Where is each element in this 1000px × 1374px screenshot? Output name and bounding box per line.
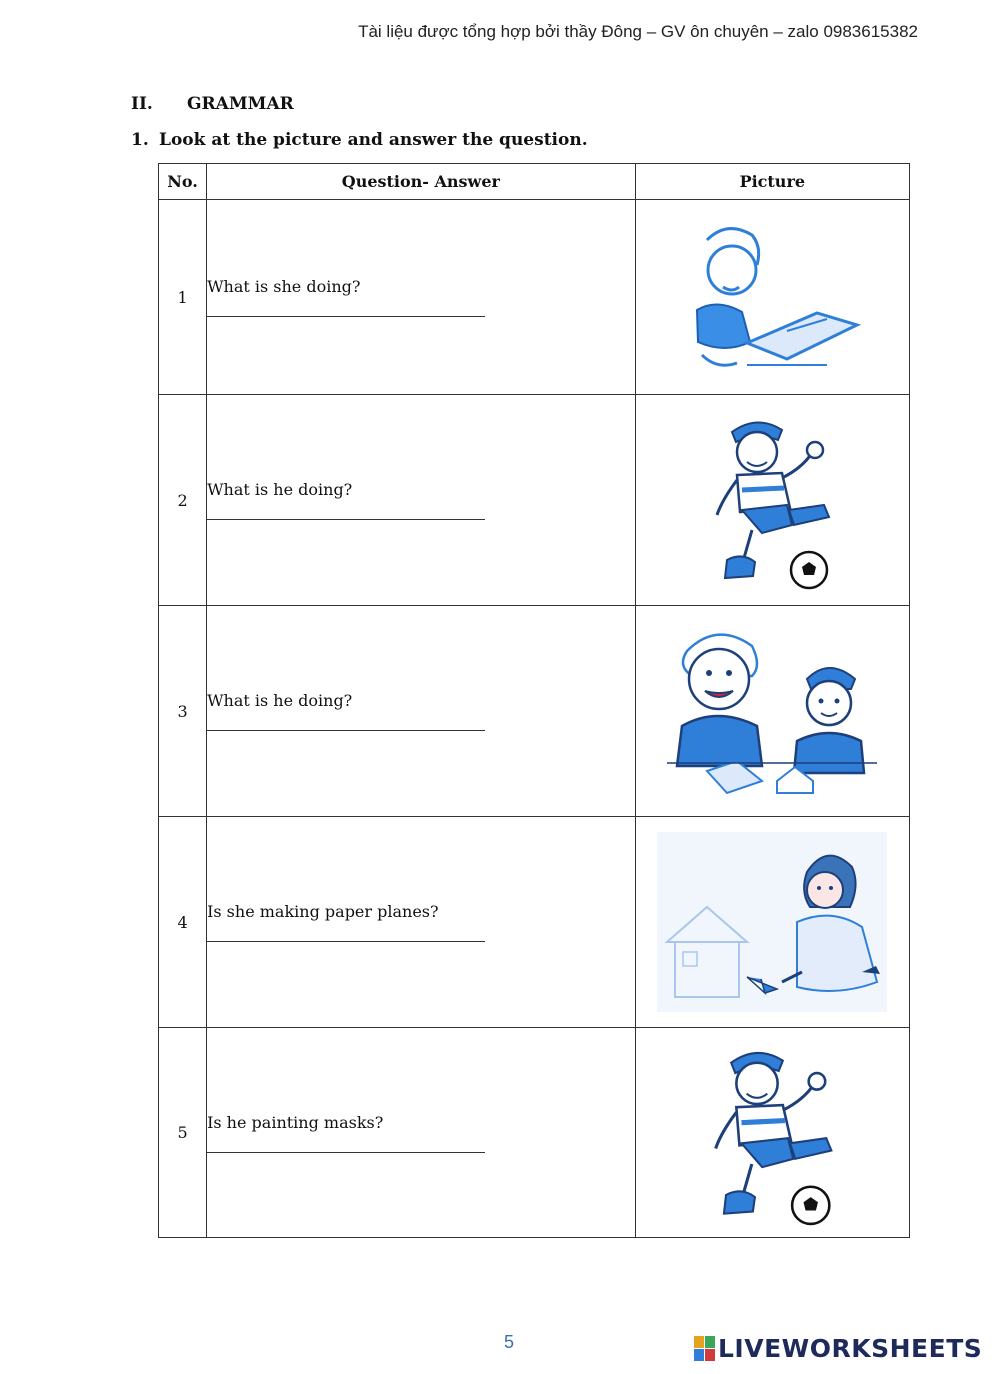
boys-making-paper-houses-icon: [667, 621, 877, 801]
table-row: [159, 606, 910, 817]
question-table: [158, 163, 910, 1238]
liveworksheets-icon: [694, 1336, 715, 1361]
answer-line[interactable]: [207, 1136, 485, 1153]
picture-cell: [635, 395, 909, 606]
section-title: [131, 94, 294, 114]
header-no: No.: [159, 164, 207, 200]
row-number: 1: [159, 200, 207, 395]
boy-playing-football-icon: [697, 410, 847, 590]
picture-cell: [635, 606, 909, 817]
answer-line[interactable]: [207, 300, 485, 317]
header-picture: Picture: [635, 164, 909, 200]
row-number: 5: [159, 1028, 207, 1238]
table-header-row: [159, 164, 910, 200]
picture-cell: [635, 1028, 909, 1238]
table-row: [159, 395, 910, 606]
answer-line[interactable]: [207, 925, 485, 942]
qa-cell: [207, 606, 636, 817]
qa-cell: [207, 1028, 636, 1238]
table-row: [159, 200, 910, 395]
question-text: Is she making paper planes?: [207, 902, 439, 921]
question-text: What is he doing?: [207, 480, 353, 499]
table-row: [159, 817, 910, 1028]
qa-cell: [207, 817, 636, 1028]
question-text: What is she doing?: [207, 277, 361, 296]
row-number: 3: [159, 606, 207, 817]
header-note: Tài liệu được tổng hợp bởi thầy Đông – GV ôn chuyên – zalo 0983615382: [358, 22, 918, 41]
picture-cell: [635, 200, 909, 395]
exercise-number: 1.: [131, 130, 149, 150]
answer-line[interactable]: [207, 503, 485, 520]
header-question-answer: Question- Answer: [207, 164, 636, 200]
qa-cell: [207, 395, 636, 606]
section-roman: II.: [131, 94, 153, 114]
table-row: [159, 1028, 910, 1238]
page-number: 5: [504, 1332, 515, 1352]
answer-line[interactable]: [207, 714, 485, 731]
qa-cell: [207, 200, 636, 395]
boy-playing-football-icon: [695, 1038, 850, 1228]
exercise-instruction: Look at the picture and answer the question.: [159, 130, 588, 150]
row-number: 2: [159, 395, 207, 606]
section-title-text: GRAMMAR: [187, 94, 294, 114]
row-number: 4: [159, 817, 207, 1028]
liveworksheets-logo: [694, 1334, 982, 1363]
exercise-title: [131, 130, 588, 150]
picture-cell: [635, 817, 909, 1028]
girl-paper-plane-icon: [657, 832, 887, 1012]
question-text: What is he doing?: [207, 691, 353, 710]
brand-text: LIVEWORKSHEETS: [718, 1334, 983, 1363]
question-text: Is he painting masks?: [207, 1112, 384, 1132]
girl-reading-book-icon: [677, 215, 867, 380]
